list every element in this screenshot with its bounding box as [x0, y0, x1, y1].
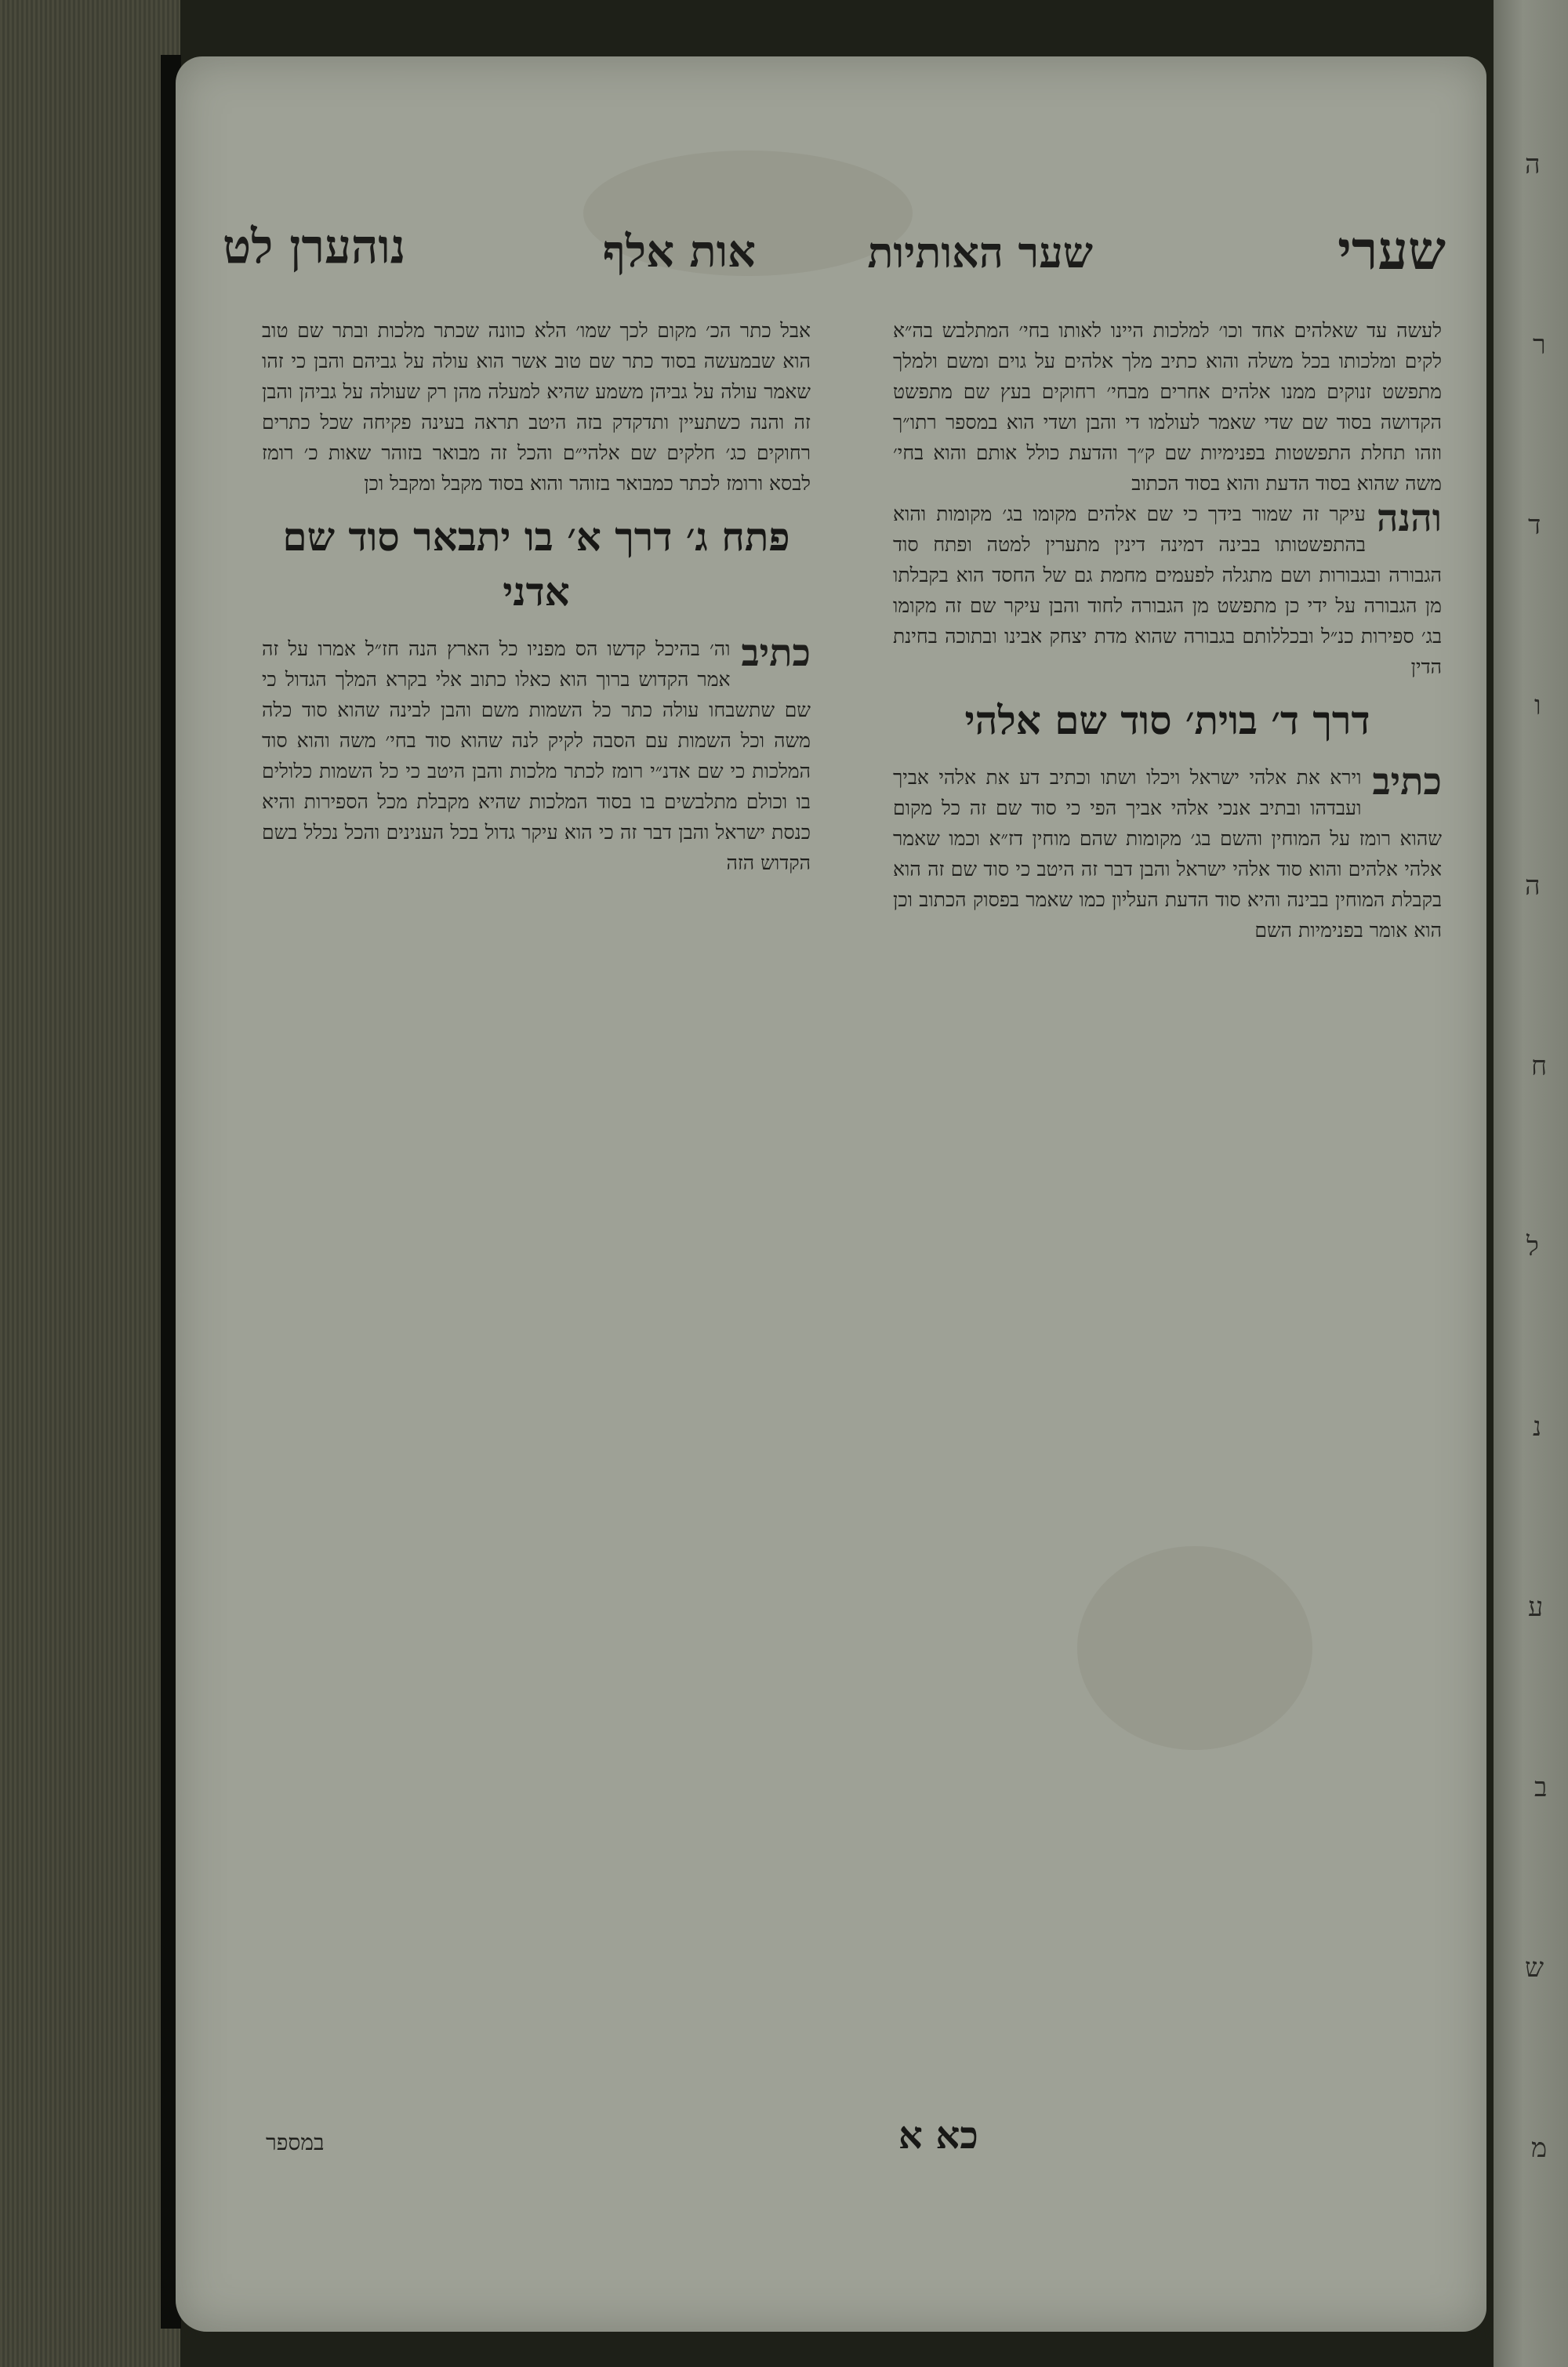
paragraph-text: וה׳ בהיכל קדשו הס מפניו כל הארץ הנה חז״ל אמרו על זה אמר הקדוש ברוך הוא כאלו כתוב אלי בקרא המלך הגדול כי שם שתשבחו עולה כתר כל השמות משם והבן לבינה שהוא סוד כלה משה וכל השמות עם הסבה לקיק לנה שהוא סוד בחי׳ משה והוא סוד המלכות כי שם אדנ״י רומז לכתר מלכות והבן היטב כי כל השמות כלולים בו וכולם מתלבשים בו בסוד המלכות שהיא מקבלת מכל הספירות והיא כנסת ישראל והבן דבר זה כי הוא עיקר גדול בכל הענינים והכל נכלל בשם הקדוש הזה [256, 637, 811, 874]
paragraph-text: עיקר זה שמור בידך כי שם אלהים מקומו בג׳ מקומות והוא בהתפשטותו בבינה דמינה דינין מתערין למטה ופתח סוד הגבורה ובגבורות ושם מתגלה לפעמים מחמת גם של החסד הוא בקבלתו מן הגבורה על ידי כן מתפשט מן הגבורה לחוד והבן עיקר שם זה מקומו בג׳ ספירות כנ״ל ובכללותם בגבורה שהוא מדת יצחק אבינו ובתוכה בחינת הדין [887, 503, 1442, 678]
section-heading: פתח ג׳ דרך א׳ בו יתבאר סוד שם אדני [282, 514, 790, 615]
left-text-column [256, 315, 811, 2158]
signature-mark: כא א [898, 2114, 978, 2158]
margin-glyph: ש [1525, 1952, 1544, 1984]
section-heading: דרך ד׳ בוית׳ סוד שם אלהי [964, 697, 1370, 743]
right-text-column [887, 315, 1442, 2040]
lead-word: והנה [1376, 496, 1442, 540]
lead-word: כתיב [741, 631, 811, 675]
paragraph: לעשה עד שאלהים אחד וכו׳ למלכות היינו לאותו בחי׳ המתלבש בה״א לקים ומלכותו בכל משלה והוא כתיב מלך אלהים על גוים ומשם ולמלך מתפשט זנוקים ממנו אלהים אחרים מבחי׳ רחוקים בעץ שם מתפשט הקדושה בסוד שם שדי שאמר לעולמו די והבן ושדי הוא במספר רתו״ך וזהו תחלת התפשטות בפנימיות שם ק״ך והדעת כולל אותם והוא בחי׳ משה שהוא בסוד הדעת והוא בסוד הכתוב [887, 319, 1442, 495]
header-running-word: שערי [1338, 220, 1446, 282]
header-folio: נוהערן לט [223, 220, 406, 274]
paragraph: אבל כתר הכ׳ מקום לכך שמו׳ הלא כוונה שכתר מלכות ובתר שם טוב הוא שבמעשה בסוד כתר שם טוב אשר הוא עולה על גביהם והבן כי זהו שאמר עולה על גביהן משמע שהיא למעלה מהן רק שעולה על גביהן והבן זה והנה כשתעיין ותדקדק בזה היטב תראה בעינה פקיחה שכל כתרים רחוקים כג׳ חלקים שם אלהי״ם והכל זה מבואר בזוהר שאות כ׳ רומז לבסא ורומז לכתר כמבואר בזוהר והוא בסוד מקבל ומקבל וכן [256, 319, 811, 495]
margin-glyph: מ [1531, 2133, 1548, 2164]
margin-glyph: ה [1525, 149, 1541, 180]
margin-glyph: ע [1528, 1592, 1544, 1623]
right-page-sliver [1494, 0, 1568, 2367]
paragraph [887, 496, 1442, 682]
running-header [223, 220, 1446, 290]
margin-glyph: ל [1526, 1231, 1539, 1262]
margin-glyph: ד [1528, 510, 1541, 541]
margin-glyph: ח [1531, 1051, 1548, 1082]
paragraph [256, 631, 811, 878]
margin-glyph: ר [1533, 329, 1546, 361]
margin-glyph: ב [1534, 1772, 1548, 1803]
header-subtitle: אות אלף [602, 226, 756, 278]
margin-glyph: ו [1534, 690, 1541, 721]
paragraph [887, 760, 1442, 946]
lead-word: כתיב [1372, 760, 1442, 804]
margin-glyph: נ [1533, 1411, 1542, 1443]
binding-cloth [0, 0, 180, 2367]
catchword: במספר [266, 2129, 325, 2155]
margin-glyph: ה [1525, 870, 1541, 902]
paragraph-text: וירא את אלהי ישראל ויכלו ושתו וכתיב דע את אלהי אביך ועבדהו ובתיב אנכי אלהי אביך הפי כי סוד שם זה כל מקום שהוא רומז על המוחין והשם בג׳ מקומות שהם מוחין דז״א וכמו שאמר אלהי אלהים והוא סוד אלהי ישראל והבן דבר זה היטב כי סוד שם זה הוא בקבלת המוחין בבינה והיא סוד הדעת העליון כמו שאמר בפסוק הכתוב וכן הוא אומר בפנימיות השם [887, 766, 1442, 942]
header-title: שער האותיות [867, 227, 1093, 278]
book-page [176, 56, 1486, 2332]
